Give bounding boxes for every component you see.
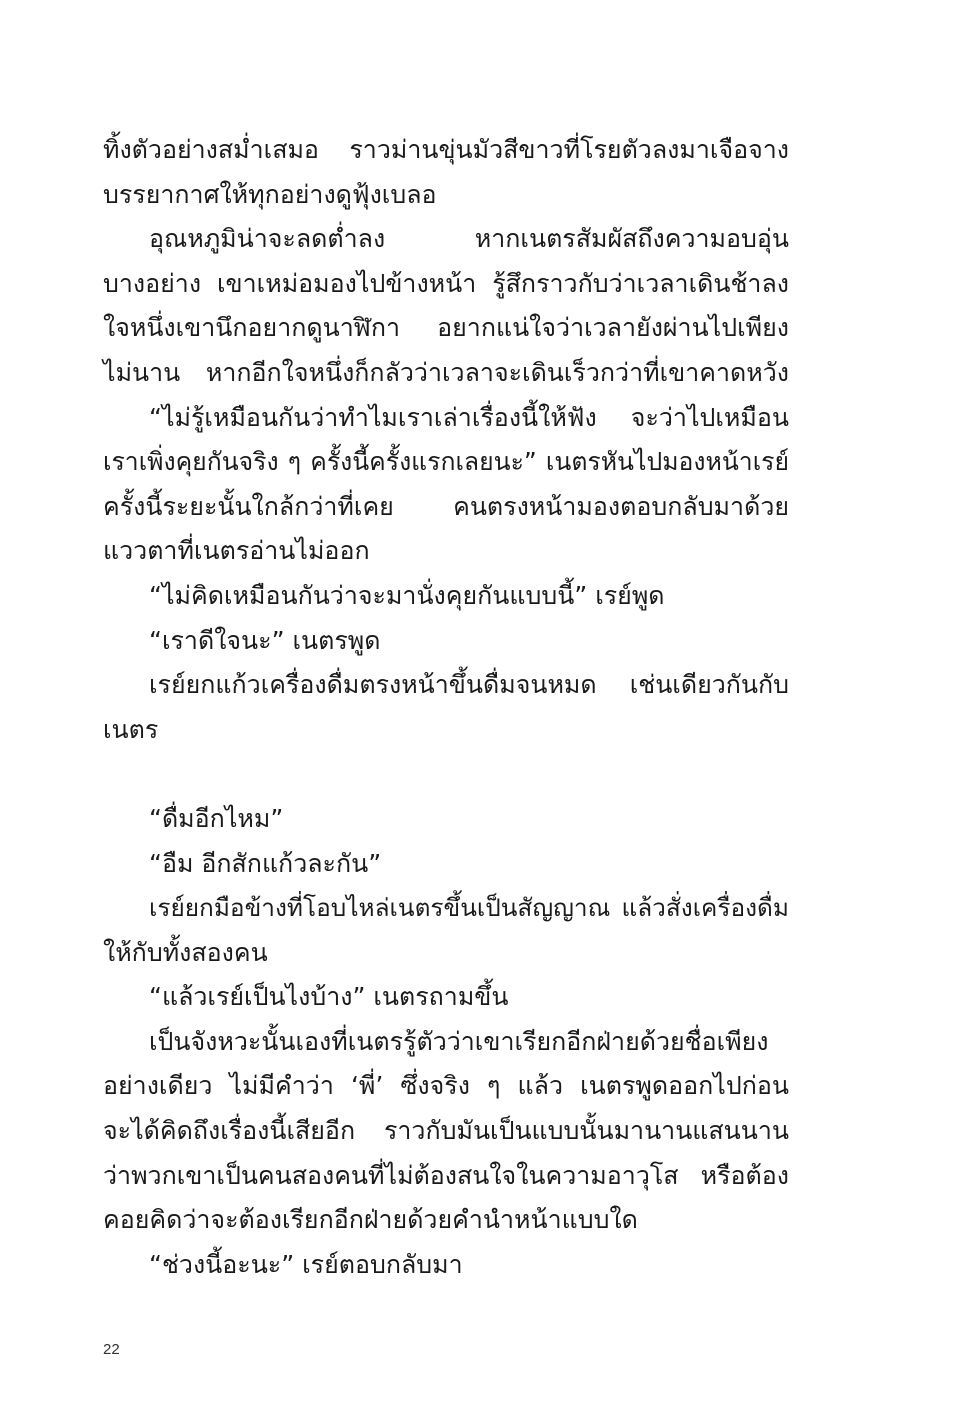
text-line: เนตร: [103, 714, 159, 744]
text-line: “แล้วเรย์เป็นไงบ้าง” เนตรถามขึ้น: [149, 982, 509, 1012]
page-number: 22: [103, 1341, 120, 1358]
text-line: จะได้คิดถึงเรื่องนี้เสียอีก ราวกับมันเป็นแบบนั้นมานานแสนนาน: [103, 1116, 789, 1146]
text-line: เรย์ยกมือข้างที่โอบไหล่เนตรขึ้นเป็นสัญญาณ แล้วสั่งเครื่องดื่ม: [149, 893, 789, 923]
section-break: [103, 752, 789, 797]
text-line: “ดื่มอีกไหม”: [149, 803, 284, 833]
text-line: ให้กับทั้งสองคน: [103, 937, 268, 967]
text-line: ครั้งนี้ระยะนั้นใกล้กว่าที่เคย คนตรงหน้ามองตอบกลับมาด้วย: [103, 491, 789, 521]
text-line: เราเพิ่งคุยกันจริง ๆ ครั้งนี้ครั้งแรกเลยนะ” เนตรหันไปมองหน้าเรย์: [103, 447, 789, 477]
text-line: “ช่วงนี้อะนะ” เรย์ตอบกลับมา: [149, 1249, 463, 1279]
text-line: “อืม อีกสักแก้วละกัน”: [149, 848, 382, 878]
text-line: “ไม่รู้เหมือนกันว่าทำไมเราเล่าเรื่องนี้ให้ฟัง จะว่าไปเหมือน: [149, 402, 789, 432]
text-line: แววตาที่เนตรอ่านไม่ออก: [103, 536, 370, 566]
text-line: เป็นจังหวะนั้นเองที่เนตรรู้ตัวว่าเขาเรียกอีกฝ่ายด้วยชื่อเพียง: [149, 1026, 769, 1056]
text-line: ว่าพวกเขาเป็นคนสองคนที่ไม่ต้องสนใจในความอาวุโส หรือต้อง: [103, 1160, 789, 1190]
text-line: บางอย่าง เขาเหม่อมองไปข้างหน้า รู้สึกราวกับว่าเวลาเดินช้าลง: [103, 268, 789, 298]
text-line: เรย์ยกแก้วเครื่องดื่มตรงหน้าขึ้นดื่มจนหมด เช่นเดียวกันกับ: [149, 670, 789, 700]
text-line: ใจหนึ่งเขานึกอยากดูนาฬิกา อยากแน่ใจว่าเวลายังผ่านไปเพียง: [103, 313, 789, 343]
text-line: คอยคิดว่าจะต้องเรียกอีกฝ่ายด้วยคำนำหน้าแบบใด: [103, 1205, 638, 1235]
text-line: อย่างเดียว ไม่มีคำว่า ‘พี่’ ซึ่งจริง ๆ แล้ว เนตรพูดออกไปก่อน: [103, 1071, 789, 1101]
text-line: “เราดีใจนะ” เนตรพูด: [149, 625, 381, 655]
text-line: ทิ้งตัวอย่างสม่ำเสมอ ราวม่านขุ่นมัวสีขาวที่โรยตัวลงมาเจือจาง: [103, 135, 789, 164]
text-line: ไม่นาน หากอีกใจหนึ่งก็กลัวว่าเวลาจะเดินเร็วกว่าที่เขาคาดหวัง: [103, 357, 789, 387]
body-text: [103, 128, 789, 1287]
text-line: อุณหภูมิน่าจะลดต่ำลง หากเนตรสัมผัสถึงความอบอุ่น: [149, 224, 789, 254]
text-line: “ไม่คิดเหมือนกันว่าจะมานั่งคุยกันแบบนี้” เรย์พูด: [149, 580, 665, 610]
text-line: บรรยากาศให้ทุกอย่างดูฟุ้งเบลอ: [103, 179, 437, 209]
